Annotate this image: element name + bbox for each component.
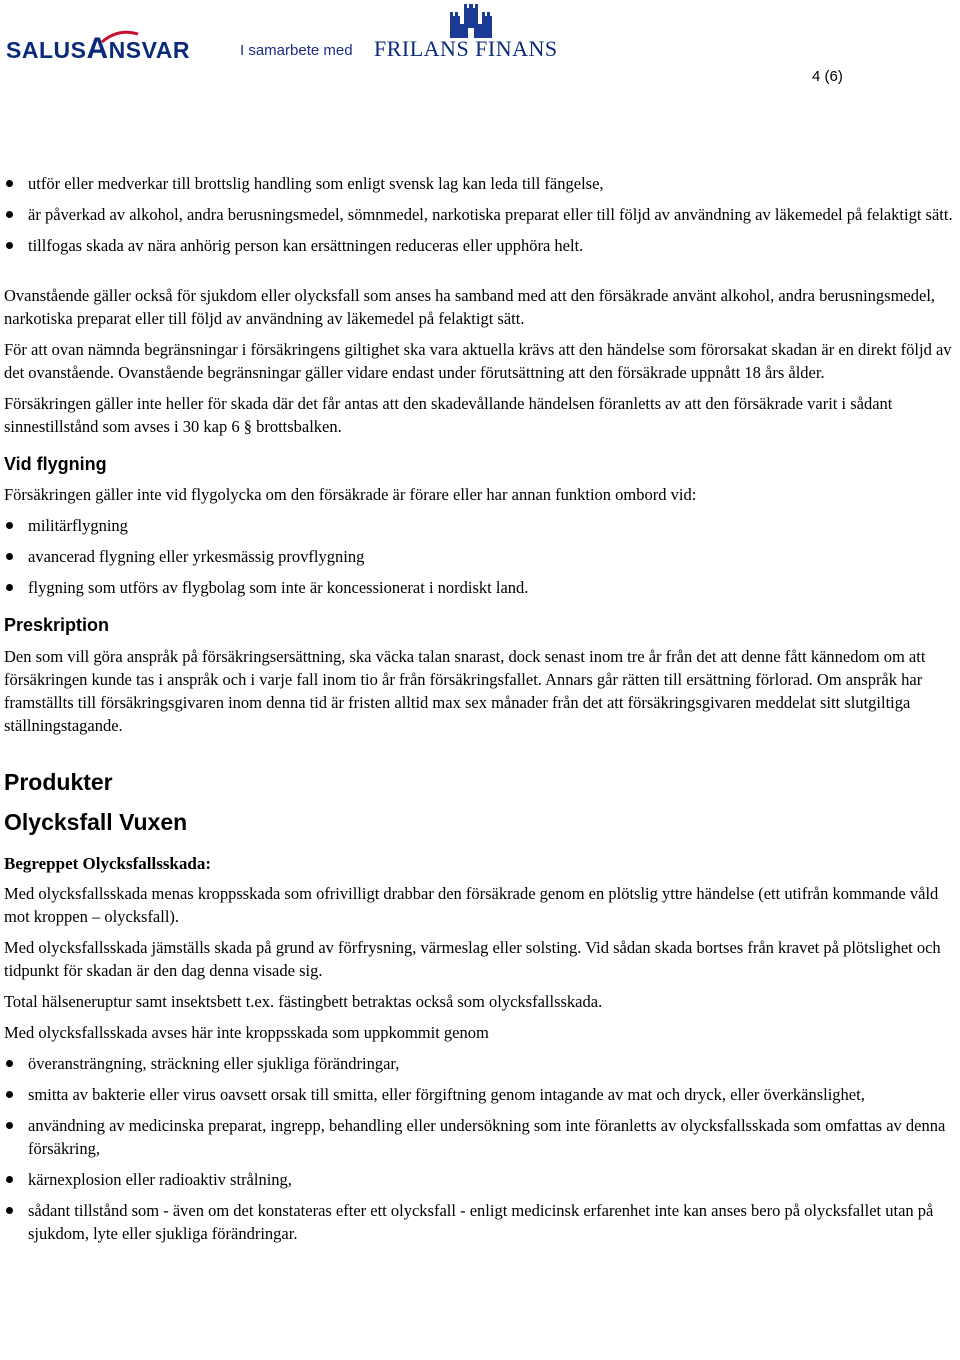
list-item: avancerad flygning eller yrkesmässig provflygning	[4, 545, 954, 568]
bullet-icon	[6, 1091, 13, 1098]
concept-heading: Begreppet Olycksfallsskada:	[4, 854, 212, 873]
paragraph: Den som vill göra anspråk på försäkringsersättning, ska väcka talan snarast, dock senast inom tre år från det att denne fått kännedom om att försäkringen kunde tas i anspråk och i varje fall inom tio år från försäkringsfallet. Annars går rätten till ersättning förlorad. Om anspråk har framställts till försäkringsgivaren inom denna tid är fristen alltid max sex månader från det att försäkringsgivaren meddelat sitt slutgiltiga ställningstagande.	[4, 647, 926, 735]
exclusion-list-products	[4, 1052, 954, 1245]
paragraph: Försäkringen gäller inte heller för skada där det får antas att den skadevållande händelsen föranletts av att den försäkrade varit i sådant sinnestillstånd som avses i 30 kap 6 § brottsbalken.	[4, 394, 893, 436]
exclusion-list	[4, 172, 954, 257]
list-item: kärnexplosion eller radioaktiv strålning,	[4, 1168, 954, 1191]
paragraph: Med olycksfallsskada menas kroppsskada som ofrivilligt drabbar den försäkrade genom en plötslig yttre händelse (ett utifrån kommande våld mot kroppen – olycksfall).	[4, 884, 939, 926]
list-item: flygning som utförs av flygbolag som inte är koncessionerat i nordiskt land.	[4, 576, 954, 599]
logo-salus-part: NSVAR	[108, 37, 190, 63]
list-item: smitta av bakterie eller virus oavsett orsak till smitta, eller förgiftning genom intagande av mat och dryck, eller överkänslighet,	[4, 1083, 954, 1106]
frilans-finans-logo: FRILANS FINANS	[374, 36, 558, 61]
logo-salus-part: SALUS	[6, 37, 87, 63]
castle-icon	[446, 4, 496, 40]
bullet-icon	[6, 584, 13, 591]
paragraph: Försäkringen gäller inte vid flygolycka om den försäkrade är förare eller har annan funktion ombord vid:	[4, 485, 697, 504]
page-number: 4 (6)	[812, 68, 843, 85]
bullet-icon	[6, 522, 13, 529]
paragraph: Med olycksfallsskada jämställs skada på grund av förfrysning, värmeslag eller solsting. Vid sådan skada bortses från kravet på plötslighet och tidpunkt för skadan är den dag denna visade sig.	[4, 938, 941, 980]
list-item: tillfogas skada av nära anhörig person kan ersättningen reduceras eller upphöra helt.	[4, 234, 954, 257]
bullet-icon	[6, 180, 13, 187]
bullet-icon	[6, 242, 13, 249]
swoosh-icon	[100, 30, 140, 44]
paragraph: Med olycksfallsskada avses här inte kroppsskada som uppkommit genom	[4, 1023, 489, 1042]
document-body	[4, 172, 954, 1245]
section-heading-prescription: Preskription	[4, 615, 110, 635]
section-heading-flight: Vid flygning	[4, 454, 107, 474]
bullet-icon	[6, 1122, 13, 1129]
list-item: militärflygning	[4, 514, 954, 537]
section-heading-products: Produkter	[4, 769, 113, 795]
list-item: är påverkad av alkohol, andra berusningsmedel, sömnmedel, narkotiska preparat eller till följd av användning av läkemedel på felaktigt sätt.	[4, 203, 954, 226]
bullet-icon	[6, 553, 13, 560]
page-header	[0, 0, 960, 85]
paragraph: Total hälseneruptur samt insektsbett t.ex. fästingbett betraktas också som olycksfallsskada.	[4, 992, 603, 1011]
product-heading: Olycksfall Vuxen	[4, 809, 188, 835]
list-item: användning av medicinska preparat, ingrepp, behandling eller undersökning som inte föranletts av olycksfallsskada som omfattas av denna försäkring,	[4, 1114, 954, 1160]
flight-list	[4, 514, 954, 599]
paragraph: Ovanstående gäller också för sjukdom eller olycksfall som anses ha samband med att den försäkrade använt alkohol, andra berusningsmedel, narkotiska preparat eller till följd av användning av läkemedel på felaktigt sätt.	[4, 286, 936, 328]
collaboration-text: I samarbete med	[240, 42, 353, 59]
list-item: sådant tillstånd som - även om det konstateras efter ett olycksfall - enligt medicinsk erfarenhet inte kan anses bero på olycksfallet utan på sjukdom, lyte eller sjukliga förändringar.	[4, 1199, 954, 1245]
bullet-icon	[6, 1207, 13, 1214]
bullet-icon	[6, 1176, 13, 1183]
salusansvar-logo	[6, 32, 190, 66]
list-item: överansträngning, sträckning eller sjukliga förändringar,	[4, 1052, 954, 1075]
logo-salus-initial: A	[86, 32, 109, 65]
bullet-icon	[6, 1060, 13, 1067]
list-item: utför eller medverkar till brottslig handling som enligt svensk lag kan leda till fängelse,	[4, 172, 954, 195]
paragraph: För att ovan nämnda begränsningar i försäkringens giltighet ska vara aktuella krävs att den händelse som förorsakat skadan är en direkt följd av det ovanstående. Ovanstående begränsningar gäller vidare endast under förutsättning att den försäkrade uppnått 18 års ålder.	[4, 340, 952, 382]
bullet-icon	[6, 211, 13, 218]
